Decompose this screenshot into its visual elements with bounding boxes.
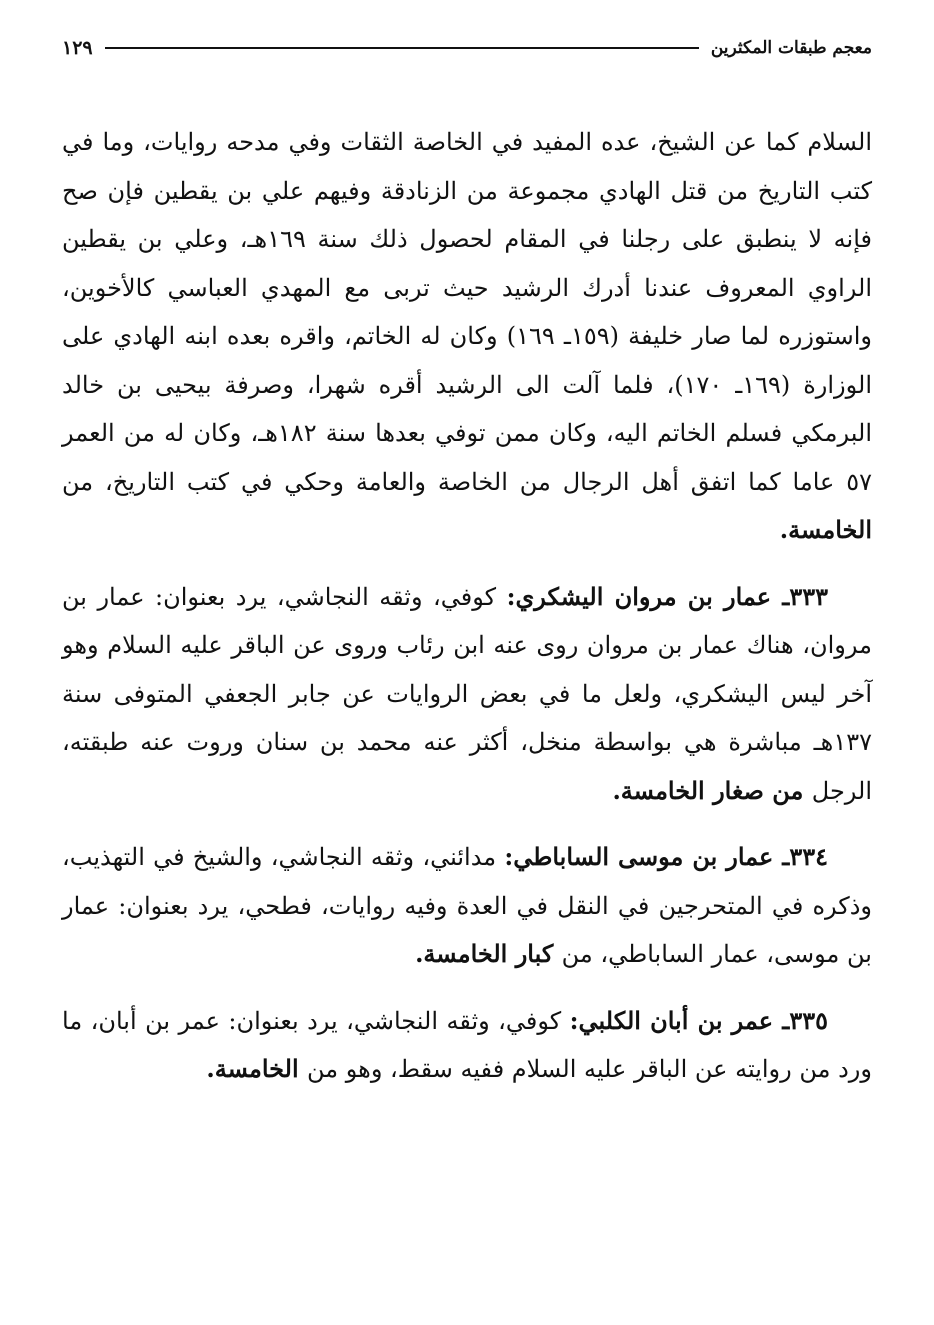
- continuation-paragraph: [62, 118, 872, 555]
- entry-334: [62, 833, 872, 979]
- entry-tail: الخامسة.: [206, 1054, 308, 1083]
- page-number: ١٢٩: [62, 37, 93, 59]
- continuation-text: السلام كما عن الشيخ، عده المفيد في الخاصة الثقات وفي مدحه روايات، وما في كتب التاريخ من قتل الهادي مجموعة من الزنادقة وفيهم علي بن يقطين فإن صح فإنه لا ينطبق على رجلنا في المقام لحصول ذلك سنة ١٦٩هـ، وعلي بن يقطين الراوي المعروف عندنا أدرك الرشيد حيث تربى مع المهدي العباسي كالأخوين، واستوزره لما صار خليفة (١٥٩ـ ١٦٩) وكان له الخاتم، واقره بعده ابنه الهادي على الوزارة (١٦٩ـ ١٧٠)، فلما آلت الى الرشيد أقره شهرا، وصرفة بيحيى بن خالد البرمكي فسلم الخاتم اليه، وكان ممن توفي بعدها سنة ١٨٢هـ، وكان له من العمر ٥٧ عاما كما اتفق أهل الرجال من الخاصة والعامة وحكي في كتب التاريخ، من: [62, 128, 872, 496]
- entry-text: مدائني، وثقه النجاشي، والشيخ في التهذيب، وذكره في المتحرجين في النقل في العدة وفيه روايات، فطحي، يرد بعنوان: عمار بن موسى، عمار الساباطي، من: [62, 843, 872, 968]
- running-header: [62, 30, 872, 66]
- entry-tail: كبار الخامسة.: [415, 939, 562, 968]
- header-rule: [105, 47, 699, 49]
- header-title: معجم طبقات المكثرين: [710, 38, 872, 58]
- continuation-tail: الخامسة.: [779, 515, 872, 544]
- page-body: [62, 118, 872, 1094]
- entry-tail: من صغار الخامسة.: [612, 775, 812, 805]
- entry-heading: ٣٣٥ـ عمر بن أبان الكلبي:: [569, 1005, 828, 1035]
- entry-heading: ٣٣٤ـ عمار بن موسى الساباطي:: [504, 842, 829, 871]
- entry-text: كوفي، وثقه النجاشي، يرد بعنوان: عمار بن مروان، هناك عمار بن مروان روى عنه ابن رئاب وروى عن الباقر عليه السلام وهو آخر ليس اليشكري، ولعل ما في بعض الروايات عن جابر الجعفي المتوفى سنة ١٣٧هـ مباشرة هي بواسطة منخل، أكثر عنه محمد بن سنان وروت عنه طبقته، الرجل: [62, 582, 872, 805]
- entry-335: [62, 997, 872, 1094]
- entry-heading: ٣٣٣ـ عمار بن مروان اليشكري:: [506, 581, 828, 611]
- entry-text: كوفي، وثقه النجاشي، يرد بعنوان: عمر بن أبان، ما ورد من روايته عن الباقر عليه السلام ففيه سقط، وهو من: [62, 1006, 872, 1083]
- entry-333: [62, 573, 872, 816]
